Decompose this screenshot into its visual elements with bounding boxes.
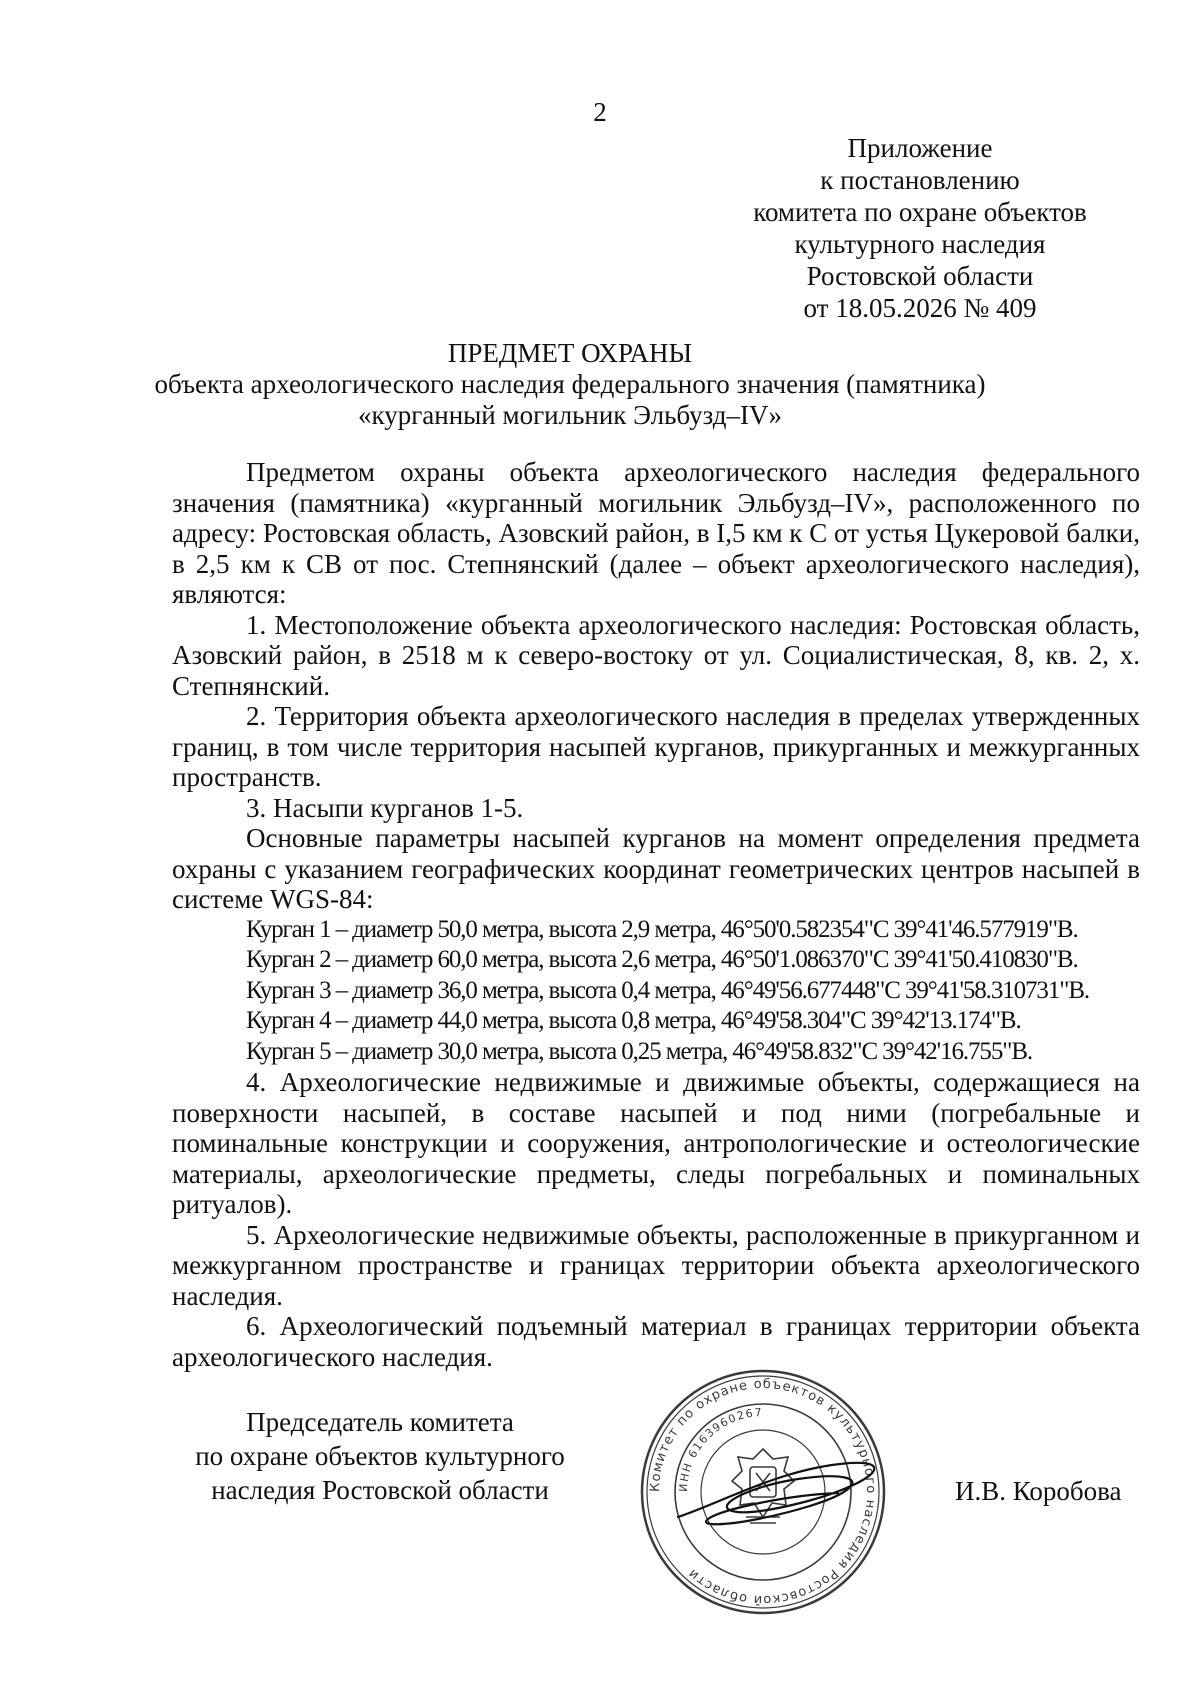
document-heading <box>150 338 990 431</box>
kurgan-entry: Курган 4 – диаметр 44,0 метра, высота 0,8 метра, 46°49'58.304"С 39°42'13.174"В. <box>246 1007 1021 1034</box>
kurgan-entry: Курган 1 – диаметр 50,0 метра, высота 2,9 метра, 46°50'0.582354"С 39°41'46.577919"В. <box>246 915 1078 943</box>
position-line: Председатель комитета <box>246 1407 514 1437</box>
appendix-block <box>740 132 1100 324</box>
object-name: «курганный могильник Эльбузд–IV» <box>357 400 783 430</box>
appendix-line: к постановлению <box>820 165 1020 195</box>
document-subtitle: объекта археологического наследия федерального значения (памятника) <box>154 369 986 399</box>
kurgan-list <box>172 915 1140 1068</box>
kurgan-entry: Курган 5 – диаметр 30,0 метра, высота 0,25 метра, 46°49'58.832"С 39°42'16.755"В. <box>246 1037 1033 1065</box>
appendix-line: комитета по охране объектов <box>753 197 1087 227</box>
item-mounds: 3. Насыпи курганов 1-5. <box>246 792 524 823</box>
item-territory: 2. Территория объекта археологического наследия в пределах утвержденных границ, в том числе территория насыпей курганов, прикурганных и межкурганных пространств. <box>172 701 1140 792</box>
appendix-line: культурного наследия <box>794 229 1046 259</box>
signatory-position <box>165 1405 595 1507</box>
page-number: 2 <box>593 97 607 127</box>
appendix-line: Ростовской области <box>806 261 1034 291</box>
document-body <box>172 457 1140 1372</box>
document-title: ПРЕДМЕТ ОХРАНЫ <box>447 338 693 368</box>
seal-inner-text: ИНН 6163960267 <box>676 1405 764 1493</box>
kurgan-entry: Курган 3 – диаметр 36,0 метра, высота 0,4 метра, 46°49'56.677448"С 39°41'58.310731"В. <box>246 976 1090 1004</box>
item-surface-material: 6. Археологический подъемный материал в границах территории объекта археологического наследия. <box>172 1311 1140 1372</box>
appendix-line: Приложение <box>847 133 993 163</box>
official-seal <box>638 1367 888 1617</box>
appendix-date-number: от 18.05.2026 № 409 <box>803 293 1037 323</box>
position-line: наследия Ростовской области <box>211 1475 549 1505</box>
seal-outer-text: Комитет по охране объектов культурного наследия Ростовской области <box>647 1376 879 1608</box>
item-immovable-objects: 5. Археологические недвижимые объекты, расположенные в прикурганном и межкурганном пространстве и границах территории объекта археологического наследия. <box>172 1219 1140 1311</box>
item-location: 1. Местоположение объекта археологического наследия: Ростовская область, Азовский район, в 2518 м к северо-востоку от ул. Социалистическая, 8, кв. 2, х. Степнянский. <box>172 609 1140 701</box>
signer-name: И.В. Коробова <box>955 1476 1122 1506</box>
kurgan-entry: Курган 2 – диаметр 60,0 метра, высота 2,6 метра, 46°50'1.086370"С 39°41'50.410830"В. <box>246 946 1078 973</box>
item-archaeological-objects: 4. Археологические недвижимые и движимые объекты, содержащиеся на поверхности насыпей, в составе насыпей и под ними (погребальные и поминальные конструкции и сооружения, антропологические и остеологические материалы, археологические предметы, следы погребальных и поминальных ритуалов). <box>172 1067 1140 1219</box>
position-line: по охране объектов культурного <box>195 1441 565 1471</box>
params-paragraph: Основные параметры насыпей курганов на момент определения предмета охраны с указанием географических координат геометрических центров насыпей в системе WGS-84: <box>172 823 1140 914</box>
intro-paragraph: Предметом охраны объекта археологического наследия федерального значения (памятника) «курганный могильник Эльбузд–IV», расположенного по адресу: Ростовская область, Азовский район, в I,5 км к С от устья Цукеровой балки, в 2,5 км к СВ от пос. Степнянский (далее – объект археологического наследия), являются: <box>172 457 1140 609</box>
